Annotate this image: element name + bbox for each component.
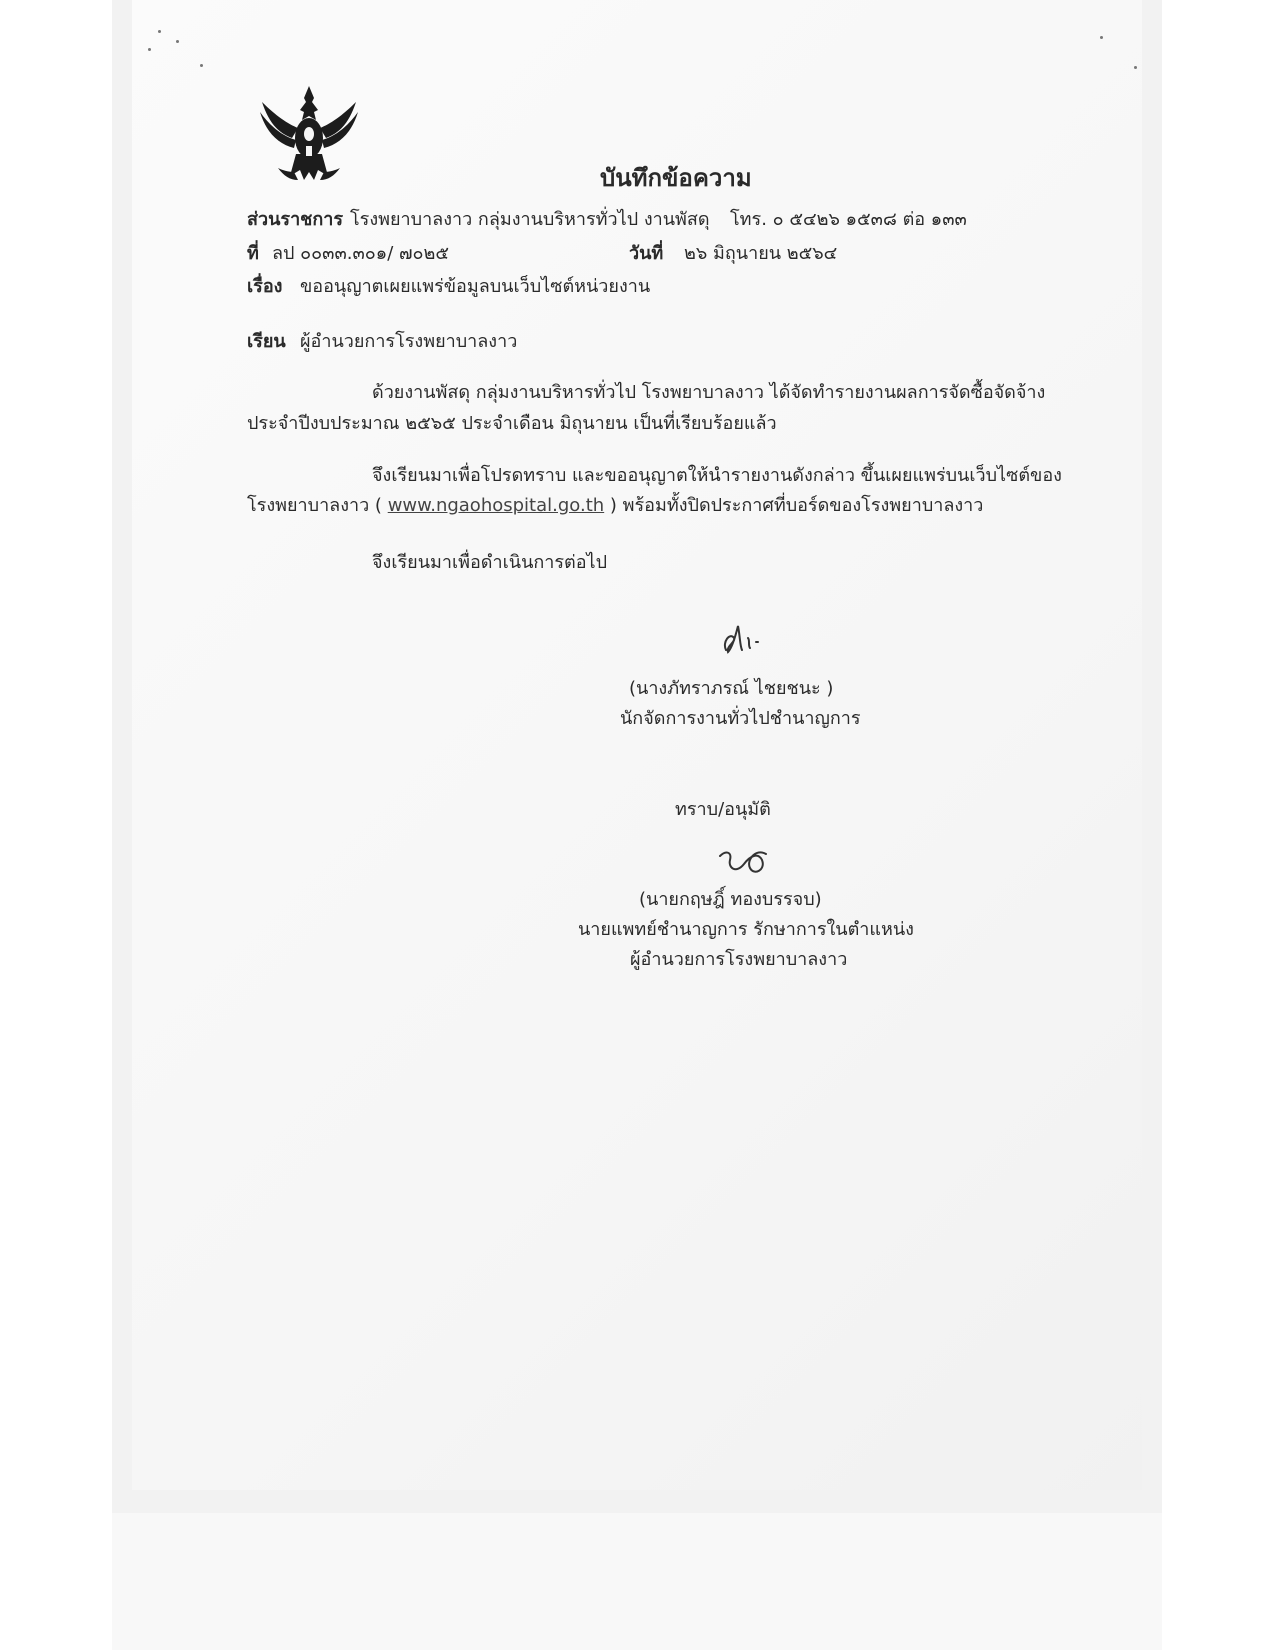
agency-label-text: ส่วนราชการ bbox=[247, 209, 344, 230]
signature-1-icon bbox=[712, 612, 772, 662]
reference-label bbox=[247, 242, 259, 266]
paragraph-2-text-a: โรงพยาบาลงาว ( bbox=[247, 495, 382, 516]
body-paragraph-1-line-1: ด้วยงานพัสดุ กลุ่มงานบริหารทั่วไป โรงพยาบาลงาว ได้จัดทำรายงานผลการจัดซื้อจัดจ้าง bbox=[372, 382, 1046, 403]
scan-speck bbox=[200, 64, 203, 67]
recipient-label bbox=[247, 330, 286, 354]
scan-speck bbox=[176, 40, 179, 43]
subject-label bbox=[247, 275, 282, 299]
body-paragraph-3: จึงเรียนมาเพื่อดำเนินการต่อไป bbox=[372, 552, 608, 573]
agency-label bbox=[247, 208, 343, 232]
reference-label-text: ที่ bbox=[247, 243, 259, 264]
memo-title: บันทึกข้อความ bbox=[600, 164, 752, 192]
phone-number: โทร. ๐ ๕๔๒๖ ๑๕๓๘ ต่อ ๑๓๓ bbox=[730, 209, 967, 230]
agency-value: โรงพยาบาลงาว กลุ่มงานบริหารทั่วไป งานพัสดุ bbox=[350, 209, 710, 230]
scan-speck bbox=[158, 30, 161, 33]
signer-2-name: (นายกฤษฎิ์ ทองบรรจบ) bbox=[639, 889, 822, 910]
scan-speck bbox=[1100, 36, 1103, 39]
approval-note: ทราบ/อนุมัติ bbox=[675, 799, 771, 820]
paragraph-2-text-b: ) พร้อมทั้งปิดประกาศที่บอร์ดของโรงพยาบาลงาว bbox=[609, 495, 984, 516]
subject-label-text: เรื่อง bbox=[247, 276, 283, 297]
garuda-emblem-icon bbox=[254, 80, 364, 190]
date-label bbox=[629, 242, 663, 266]
scan-speck bbox=[1134, 66, 1137, 69]
signer-2-position-line-1: นายแพทย์ชำนาญการ รักษาการในตำแหน่ง bbox=[578, 919, 914, 940]
signer-1-position: นักจัดการงานทั่วไปชำนาญการ bbox=[620, 708, 861, 729]
scan-bottom-margin bbox=[112, 1513, 1162, 1650]
signer-1-name: (นางภัทราภรณ์ ไชยชนะ ) bbox=[629, 678, 834, 699]
body-paragraph-1-line-2: ประจำปีงบประมาณ ๒๕๖๕ ประจำเดือน มิถุนายน เป็นที่เรียบร้อยแล้ว bbox=[247, 413, 777, 434]
recipient-value: ผู้อำนวยการโรงพยาบาลงาว bbox=[300, 331, 518, 352]
reference-value: ลป ๐๐๓๓.๓๐๑/ ๗๐๒๕ bbox=[272, 243, 449, 264]
date-label-text: วันที่ bbox=[629, 243, 664, 264]
recipient-label-text: เรียน bbox=[247, 331, 286, 352]
signer-2-position-line-2: ผู้อำนวยการโรงพยาบาลงาว bbox=[630, 949, 848, 970]
body-paragraph-2-line-2 bbox=[247, 494, 983, 518]
body-paragraph-2-line-1: จึงเรียนมาเพื่อโปรดทราบ และขออนุญาตให้นำรายงานดังกล่าว ขึ้นเผยแพร่บนเว็บไซต์ของ bbox=[372, 465, 1062, 486]
website-link: www.ngaohospital.go.th bbox=[387, 495, 605, 516]
subject-value: ขออนุญาตเผยแพร่ข้อมูลบนเว็บไซต์หน่วยงาน bbox=[300, 276, 651, 297]
signature-2-icon bbox=[710, 840, 780, 885]
scan-speck bbox=[148, 48, 151, 51]
date-value: ๒๖ มิถุนายน ๒๕๖๔ bbox=[684, 243, 838, 264]
